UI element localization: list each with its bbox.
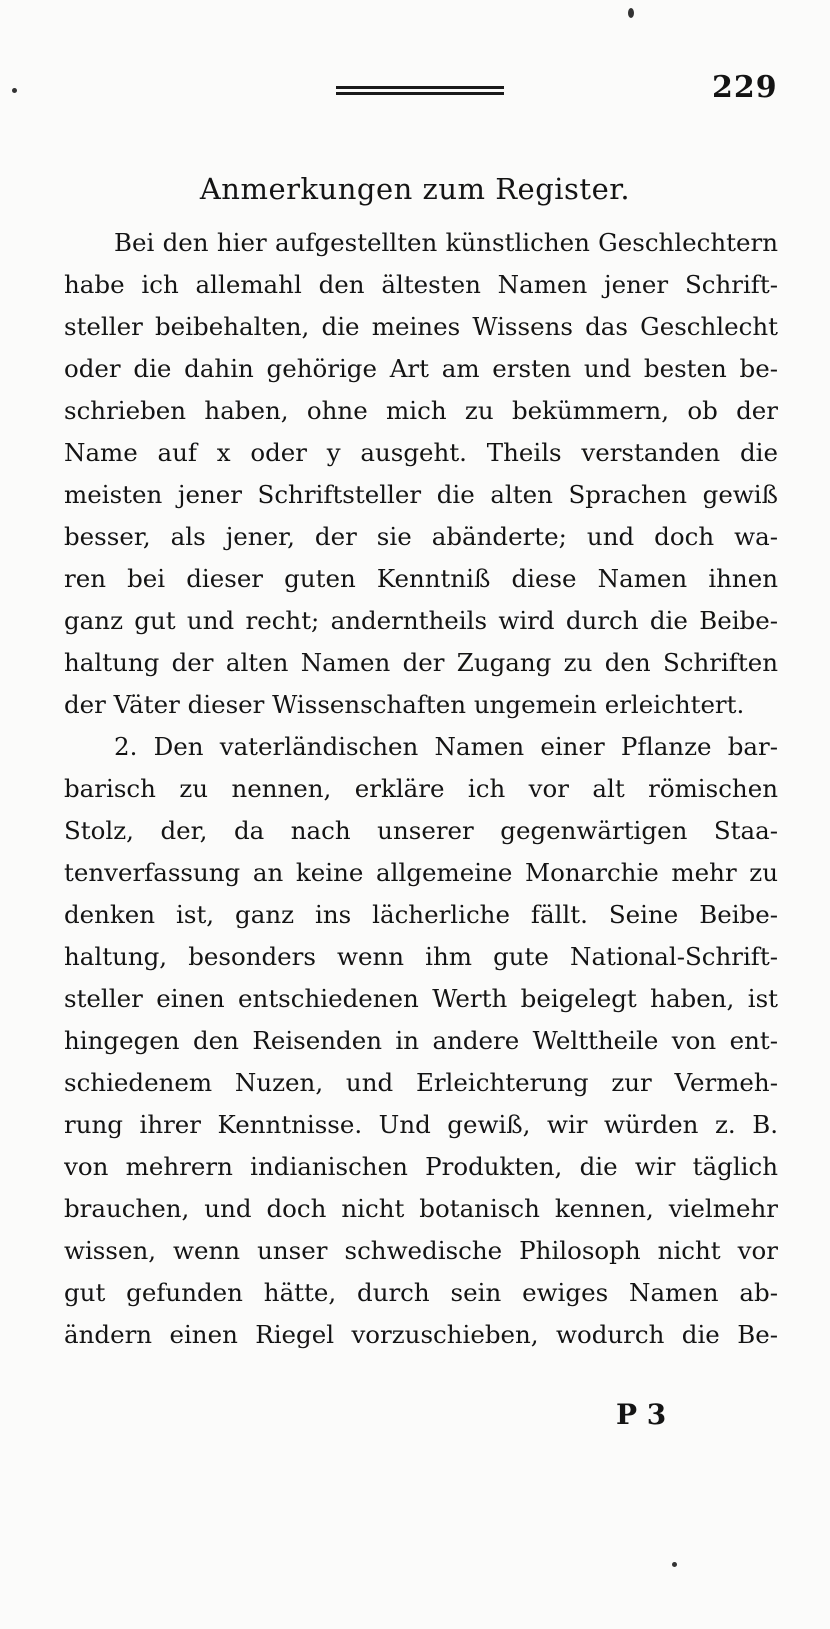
text-line: rung ihrer Kenntnisse. Und gewiß, wir würden z. B. xyxy=(64,1110,778,1139)
text-line: besser, als jener, der sie abänderte; und doch wa- xyxy=(64,522,778,551)
ink-speck xyxy=(672,1562,677,1567)
text-line: Stolz, der, da nach unserer gegenwärtigen Staa- xyxy=(64,816,778,845)
text-line: haltung der alten Namen der Zugang zu den Schriften xyxy=(64,648,778,677)
text-line: ren bei dieser guten Kenntniß diese Namen ihnen xyxy=(64,564,778,593)
text-line: von mehrern indianischen Produkten, die wir täglich xyxy=(64,1152,778,1181)
text-line: der Väter dieser Wissenschaften ungemein erleichtert. xyxy=(64,690,745,719)
text-line: tenverfassung an keine allgemeine Monarchie mehr zu xyxy=(64,858,778,887)
text-line: barisch zu nennen, erkläre ich vor alt römischen xyxy=(64,774,778,803)
header-rule-line xyxy=(336,86,504,89)
section-heading: Anmerkungen zum Register. xyxy=(199,172,631,206)
signature-mark: P 3 xyxy=(616,1398,667,1431)
header-rule-line xyxy=(336,92,504,95)
text-line: hingegen den Reisenden in andere Welttheile von ent- xyxy=(64,1026,778,1055)
text-line: gut gefunden hätte, durch sein ewiges Namen ab- xyxy=(64,1278,778,1307)
body-text xyxy=(64,222,778,1356)
text-line: oder die dahin gehörige Art am ersten und besten be- xyxy=(64,354,778,383)
text-line: habe ich allemahl den ältesten Namen jener Schrift- xyxy=(64,270,778,299)
text-line: 2. Den vaterländischen Namen einer Pflanze bar- xyxy=(114,732,778,761)
text-line: Name auf x oder y ausgeht. Theils verstanden die xyxy=(64,438,778,467)
text-line: wissen, wenn unser schwedische Philosoph nicht vor xyxy=(64,1236,778,1265)
ink-speck xyxy=(628,8,634,18)
text-line: ganz gut und recht; anderntheils wird durch die Beibe- xyxy=(64,606,778,635)
header-rule xyxy=(336,82,504,100)
text-line: meisten jener Schriftsteller die alten Sprachen gewiß xyxy=(64,480,778,509)
text-line: brauchen, und doch nicht botanisch kennen, vielmehr xyxy=(64,1194,778,1223)
page-number: 229 xyxy=(712,70,778,105)
text-line: Bei den hier aufgestellten künstlichen Geschlechtern xyxy=(114,228,778,257)
text-line: haltung, besonders wenn ihm gute National-Schrift- xyxy=(64,942,778,971)
text-line: schrieben haben, ohne mich zu bekümmern, ob der xyxy=(64,396,778,425)
text-line: ändern einen Riegel vorzuschieben, wodurch die Be- xyxy=(64,1320,778,1349)
text-line: steller einen entschiedenen Werth beigelegt haben, ist xyxy=(64,984,778,1013)
text-line: steller beibehalten, die meines Wissens das Geschlecht xyxy=(64,312,778,341)
ink-speck xyxy=(12,88,17,93)
text-line: schiedenem Nuzen, und Erleichterung zur Vermeh- xyxy=(64,1068,778,1097)
text-line: denken ist, ganz ins lächerliche fällt. Seine Beibe- xyxy=(64,900,778,929)
